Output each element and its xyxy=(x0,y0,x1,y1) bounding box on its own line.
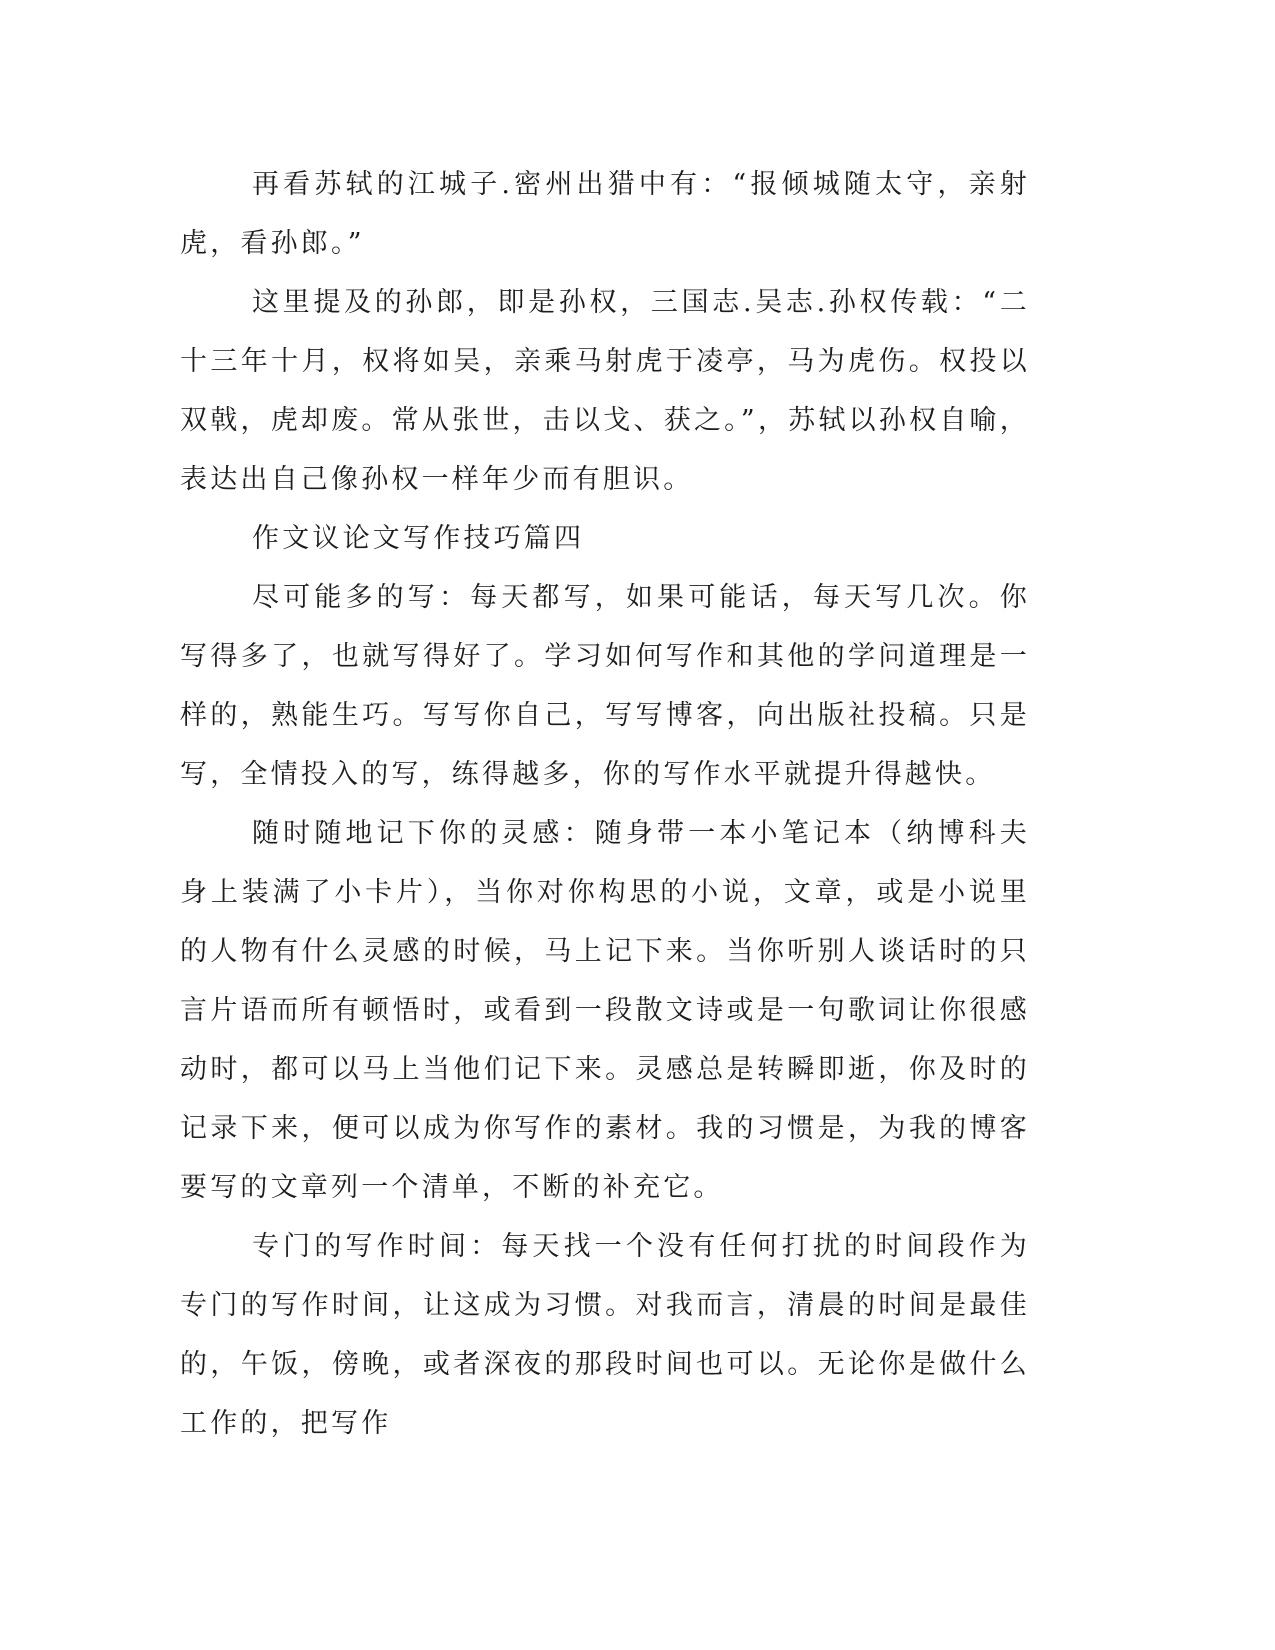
paragraph-su-shi-quote: 再看苏轼的江城子.密州出猎中有：“报倾城随太守，亲射虎，看孙郎。” xyxy=(180,169,1030,259)
paragraph-sun-quan-explanation: 这里提及的孙郎，即是孙权，三国志.吴志.孙权传载：“二十三年十月，权将如吴，亲乘马射虎于凌亭，马为虎伤。权投以双戟，虎却废。常从张世，击以戈、获之。”，苏轼以孙权自喻，表达出自己像孙权一样年少而有胆识。 xyxy=(180,287,1030,495)
paragraph-record-inspiration: 随时随地记下你的灵感：随身带一本小笔记本（纳博科夫身上装满了小卡片），当你对你构思的小说，文章，或是小说里的人物有什么灵感的时候，马上记下来。当你听别人谈话时的只言片语而所有顿悟时，或看到一段散文诗或是一句歌词让你很感动时，都可以马上当他们记下来。灵感总是转瞬即逝，你及时的记录下来，便可以成为你写作的素材。我的习惯是，为我的博客要写的文章列一个清单，不断的补充它。 xyxy=(180,818,1030,1203)
paragraph-dedicated-time: 专门的写作时间：每天找一个没有任何打扰的时间段作为专门的写作时间，让这成为习惯。对我而言，清晨的时间是最佳的，午饭，傍晚，或者深夜的那段时间也可以。无论你是做什么工作的，把写作 xyxy=(180,1231,1030,1439)
paragraph-write-more: 尽可能多的写：每天都写，如果可能话，每天写几次。你写得多了，也就写得好了。学习如何写作和其他的学问道理是一样的，熟能生巧。写写你自己，写写博客，向出版社投稿。只是写，全情投入的写，练得越多，你的写作水平就提升得越快。 xyxy=(180,582,1030,790)
section-heading: 作文议论文写作技巧篇四 xyxy=(252,523,585,554)
document-body xyxy=(180,155,1030,1453)
